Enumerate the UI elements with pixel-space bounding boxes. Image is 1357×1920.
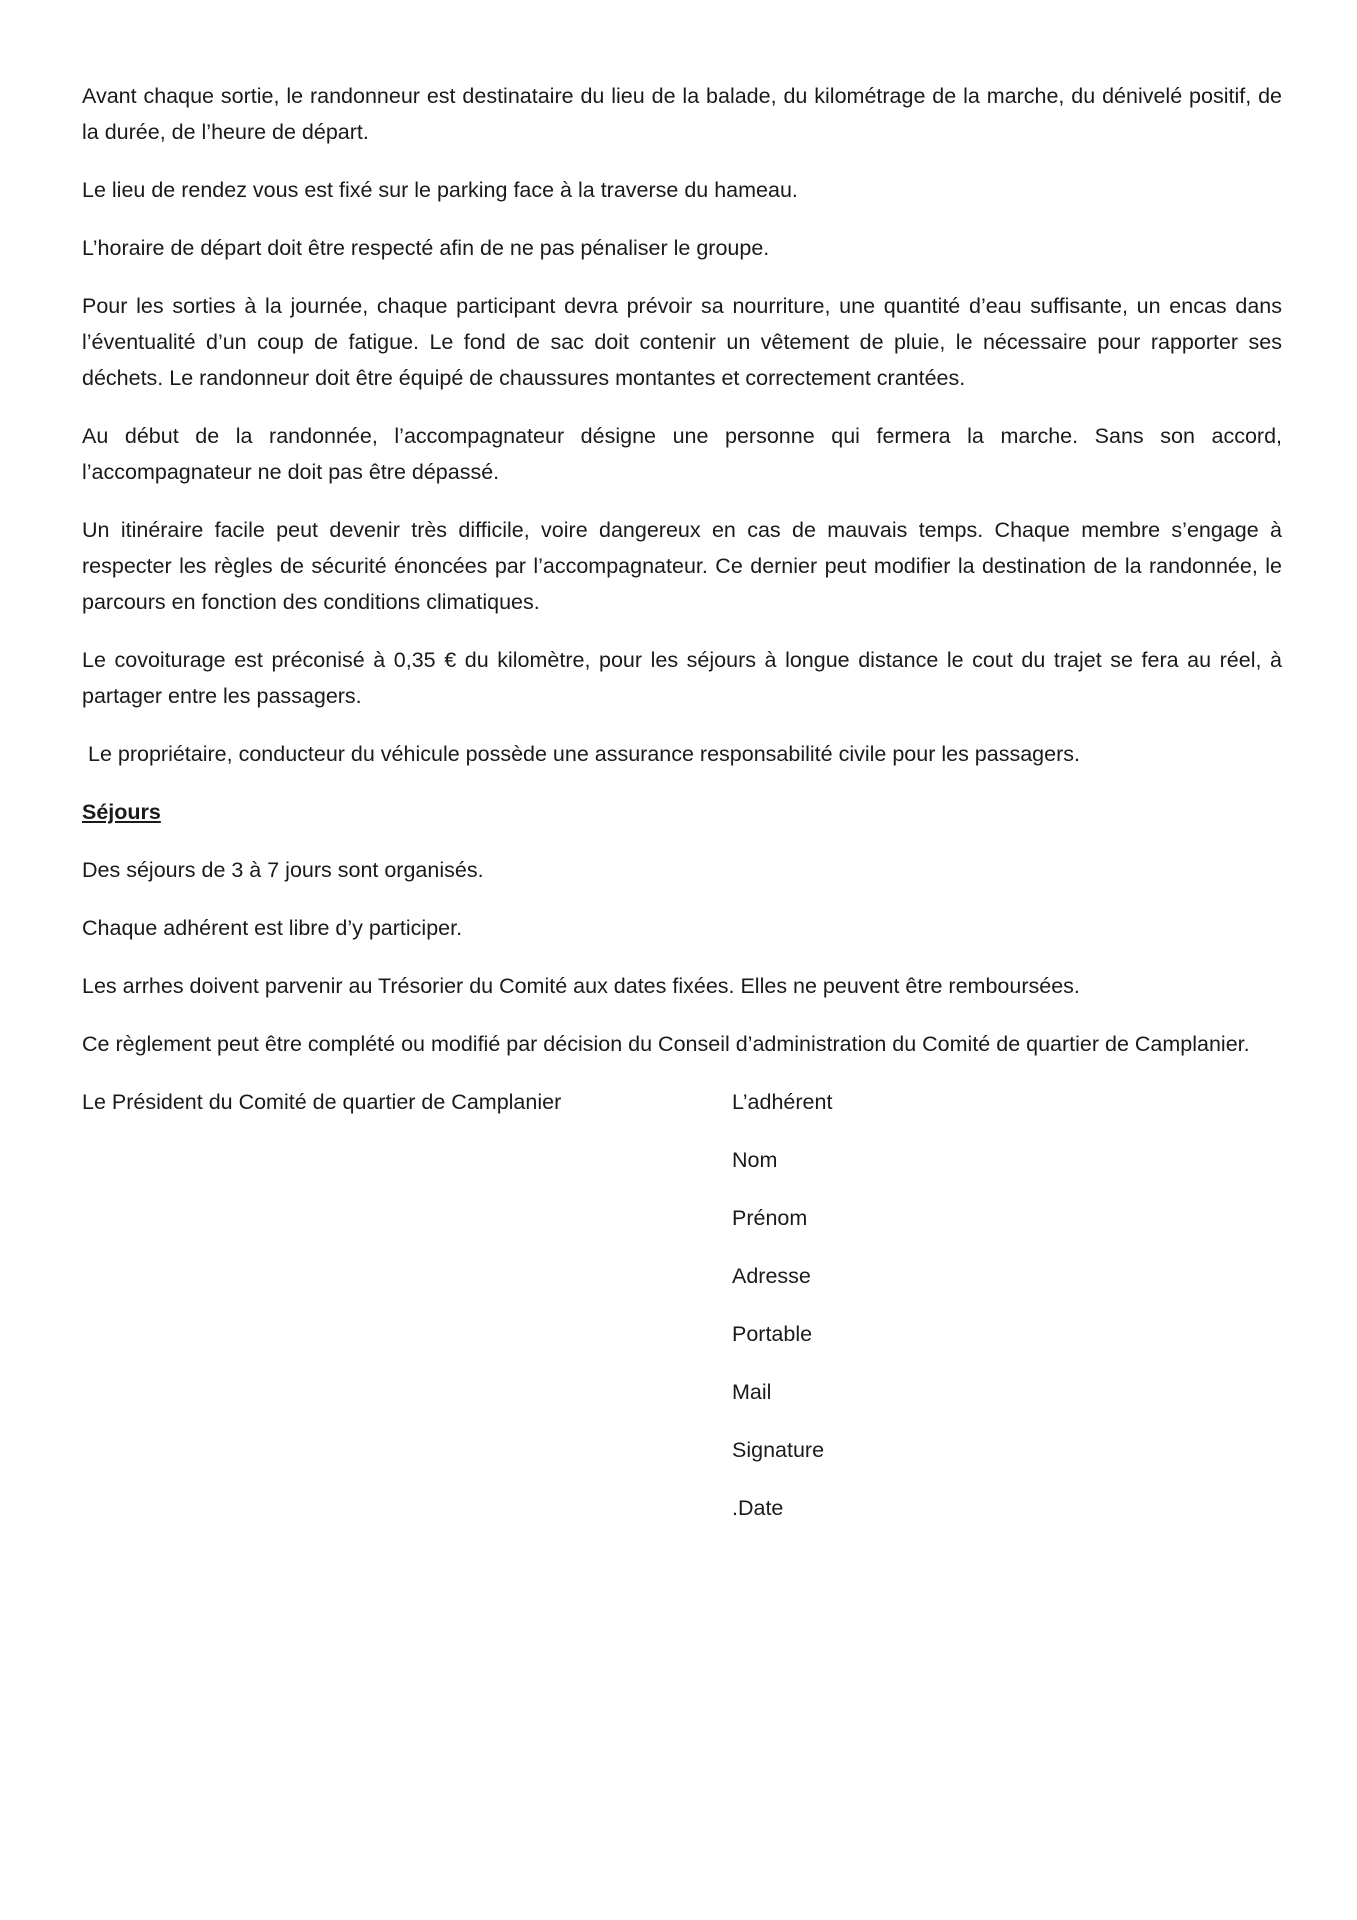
member-field-adherent: L’adhérent [732,1090,833,1114]
member-field-portable: Portable [732,1322,813,1346]
paragraph-carpooling: Le covoiturage est préconisé à 0,35 € du kilomètre, pour les séjours à longue distance le cout du trajet se fera au réel, à partager entre les passagers. [82,648,1282,708]
paragraph-rules-amendment: Ce règlement peut être complété ou modifié par décision du Conseil d’administration du Comité de quartier de Camplanier. [82,1032,1250,1056]
document-page [82,78,1282,1548]
sejours-heading: Séjours [82,800,161,824]
signature-member-column [732,1084,1282,1548]
president-signature-label: Le Président du Comité de quartier de Camplanier [82,1090,562,1114]
signature-president-column [82,1084,732,1548]
member-field-mail: Mail [732,1380,772,1404]
paragraph-sejours-deposit: Les arrhes doivent parvenir au Trésorier du Comité aux dates fixées. Elles ne peuvent être remboursées. [82,974,1080,998]
paragraph-sejours-duration: Des séjours de 3 à 7 jours sont organisés. [82,858,484,882]
member-field-prenom: Prénom [732,1206,808,1230]
paragraph-outing-info: Avant chaque sortie, le randonneur est destinataire du lieu de la balade, du kilométrage de la marche, du dénivelé positif, de la durée, de l’heure de départ. [82,84,1282,144]
paragraph-insurance: Le propriétaire, conducteur du véhicule possède une assurance responsabilité civile pour les passagers. [82,742,1080,766]
paragraph-meeting-place: Le lieu de rendez vous est fixé sur le parking face à la traverse du hameau. [82,178,798,202]
paragraph-day-outings: Pour les sorties à la journée, chaque participant devra prévoir sa nourriture, une quantité d’eau suffisante, un encas dans l’éventualité d’un coup de fatigue. Le fond de sac doit contenir un vêtement de pluie, le nécessaire pour rapporter ses déchets. Le randonneur doit être équipé de chaussures montantes et correctement crantées. [82,294,1282,390]
member-field-date: .Date [732,1496,784,1520]
paragraph-sejours-participation: Chaque adhérent est libre d’y participer. [82,916,463,940]
member-field-nom: Nom [732,1148,778,1172]
paragraph-departure-time: L’horaire de départ doit être respecté afin de ne pas pénaliser le groupe. [82,236,770,260]
member-field-adresse: Adresse [732,1264,811,1288]
member-field-signature: Signature [732,1438,825,1462]
paragraph-guide-rules: Au début de la randonnée, l’accompagnateur désigne une personne qui fermera la marche. Sans son accord, l’accompagnateur ne doit pas être dépassé. [82,424,1282,484]
signature-block [82,1084,1282,1548]
paragraph-safety: Un itinéraire facile peut devenir très difficile, voire dangereux en cas de mauvais temps. Chaque membre s’engage à respecter les règles de sécurité énoncées par l’accompagnateur. Ce dernier peut modifier la destination de la randonnée, le parcours en fonction des conditions climatiques. [82,518,1282,614]
